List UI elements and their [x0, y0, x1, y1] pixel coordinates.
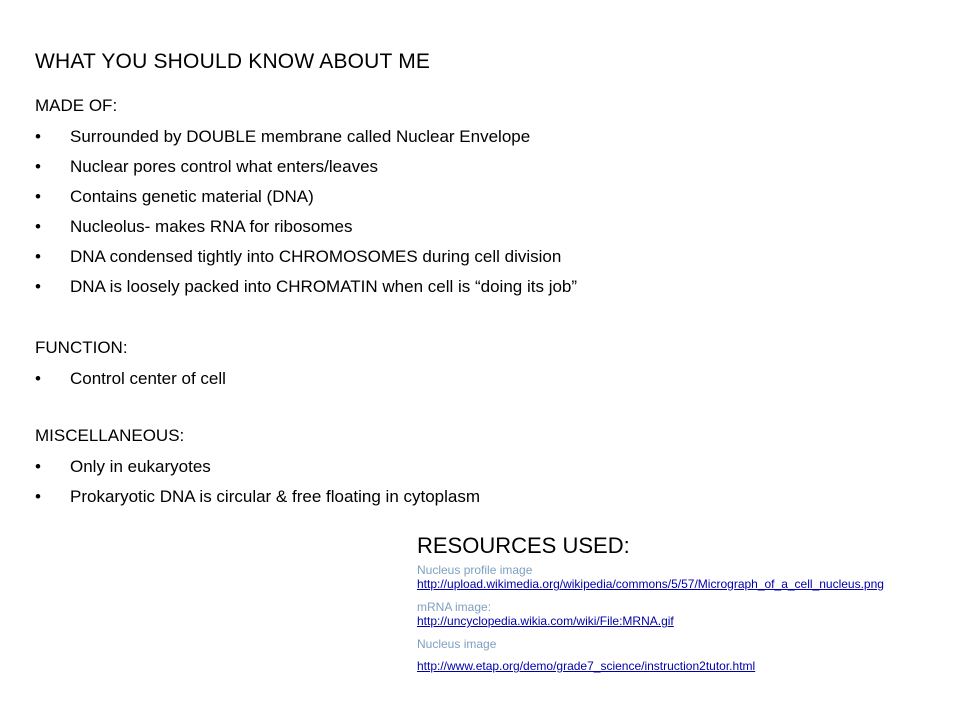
list-item: • Prokaryotic DNA is circular & free floating in cytoplasm [35, 482, 480, 512]
resource-link[interactable]: http://uncyclopedia.wikia.com/wiki/File:MRNA.gif [417, 614, 674, 628]
bullet-icon: • [35, 127, 41, 146]
resource-label: mRNA image: [417, 600, 492, 614]
resources-heading: RESOURCES USED: [417, 533, 630, 558]
made-of-heading: MADE OF: [35, 96, 118, 115]
resource-label: Nucleus image [417, 637, 497, 651]
bullet-icon: • [35, 247, 41, 266]
function-heading: FUNCTION: [35, 338, 128, 357]
bullet-icon: • [35, 157, 41, 176]
list-item: • Only in eukaryotes [35, 452, 480, 482]
function-list [35, 364, 226, 394]
misc-list [35, 452, 480, 512]
bullet-icon: • [35, 217, 41, 236]
list-item: • DNA is loosely packed into CHROMATIN when cell is “doing its job” [35, 272, 577, 302]
bullet-icon: • [35, 369, 41, 388]
list-item: • Nucleolus- makes RNA for ribosomes [35, 212, 577, 242]
resource-label: Nucleus profile image [417, 563, 533, 577]
bullet-icon: • [35, 487, 41, 506]
list-item: • Control center of cell [35, 364, 226, 394]
resource-link[interactable]: http://upload.wikimedia.org/wikipedia/commons/5/57/Micrograph_of_a_cell_nucleus.png [417, 577, 884, 591]
list-item: • Contains genetic material (DNA) [35, 182, 577, 212]
resource-entry [417, 637, 952, 673]
bullet-icon: • [35, 457, 41, 476]
page-title: WHAT YOU SHOULD KNOW ABOUT ME [35, 50, 431, 73]
list-item: • Nuclear pores control what enters/leaves [35, 152, 577, 182]
resources-section [417, 533, 952, 682]
resource-entry [417, 563, 952, 591]
list-item: • Surrounded by DOUBLE membrane called Nuclear Envelope [35, 122, 577, 152]
resource-link[interactable]: http://www.etap.org/demo/grade7_science/instruction2tutor.html [417, 659, 756, 673]
bullet-icon: • [35, 187, 41, 206]
made-of-list [35, 122, 577, 302]
list-item: • DNA condensed tightly into CHROMOSOMES during cell division [35, 242, 577, 272]
bullet-icon: • [35, 277, 41, 296]
misc-heading: MISCELLANEOUS: [35, 426, 185, 445]
resource-entry [417, 600, 952, 628]
